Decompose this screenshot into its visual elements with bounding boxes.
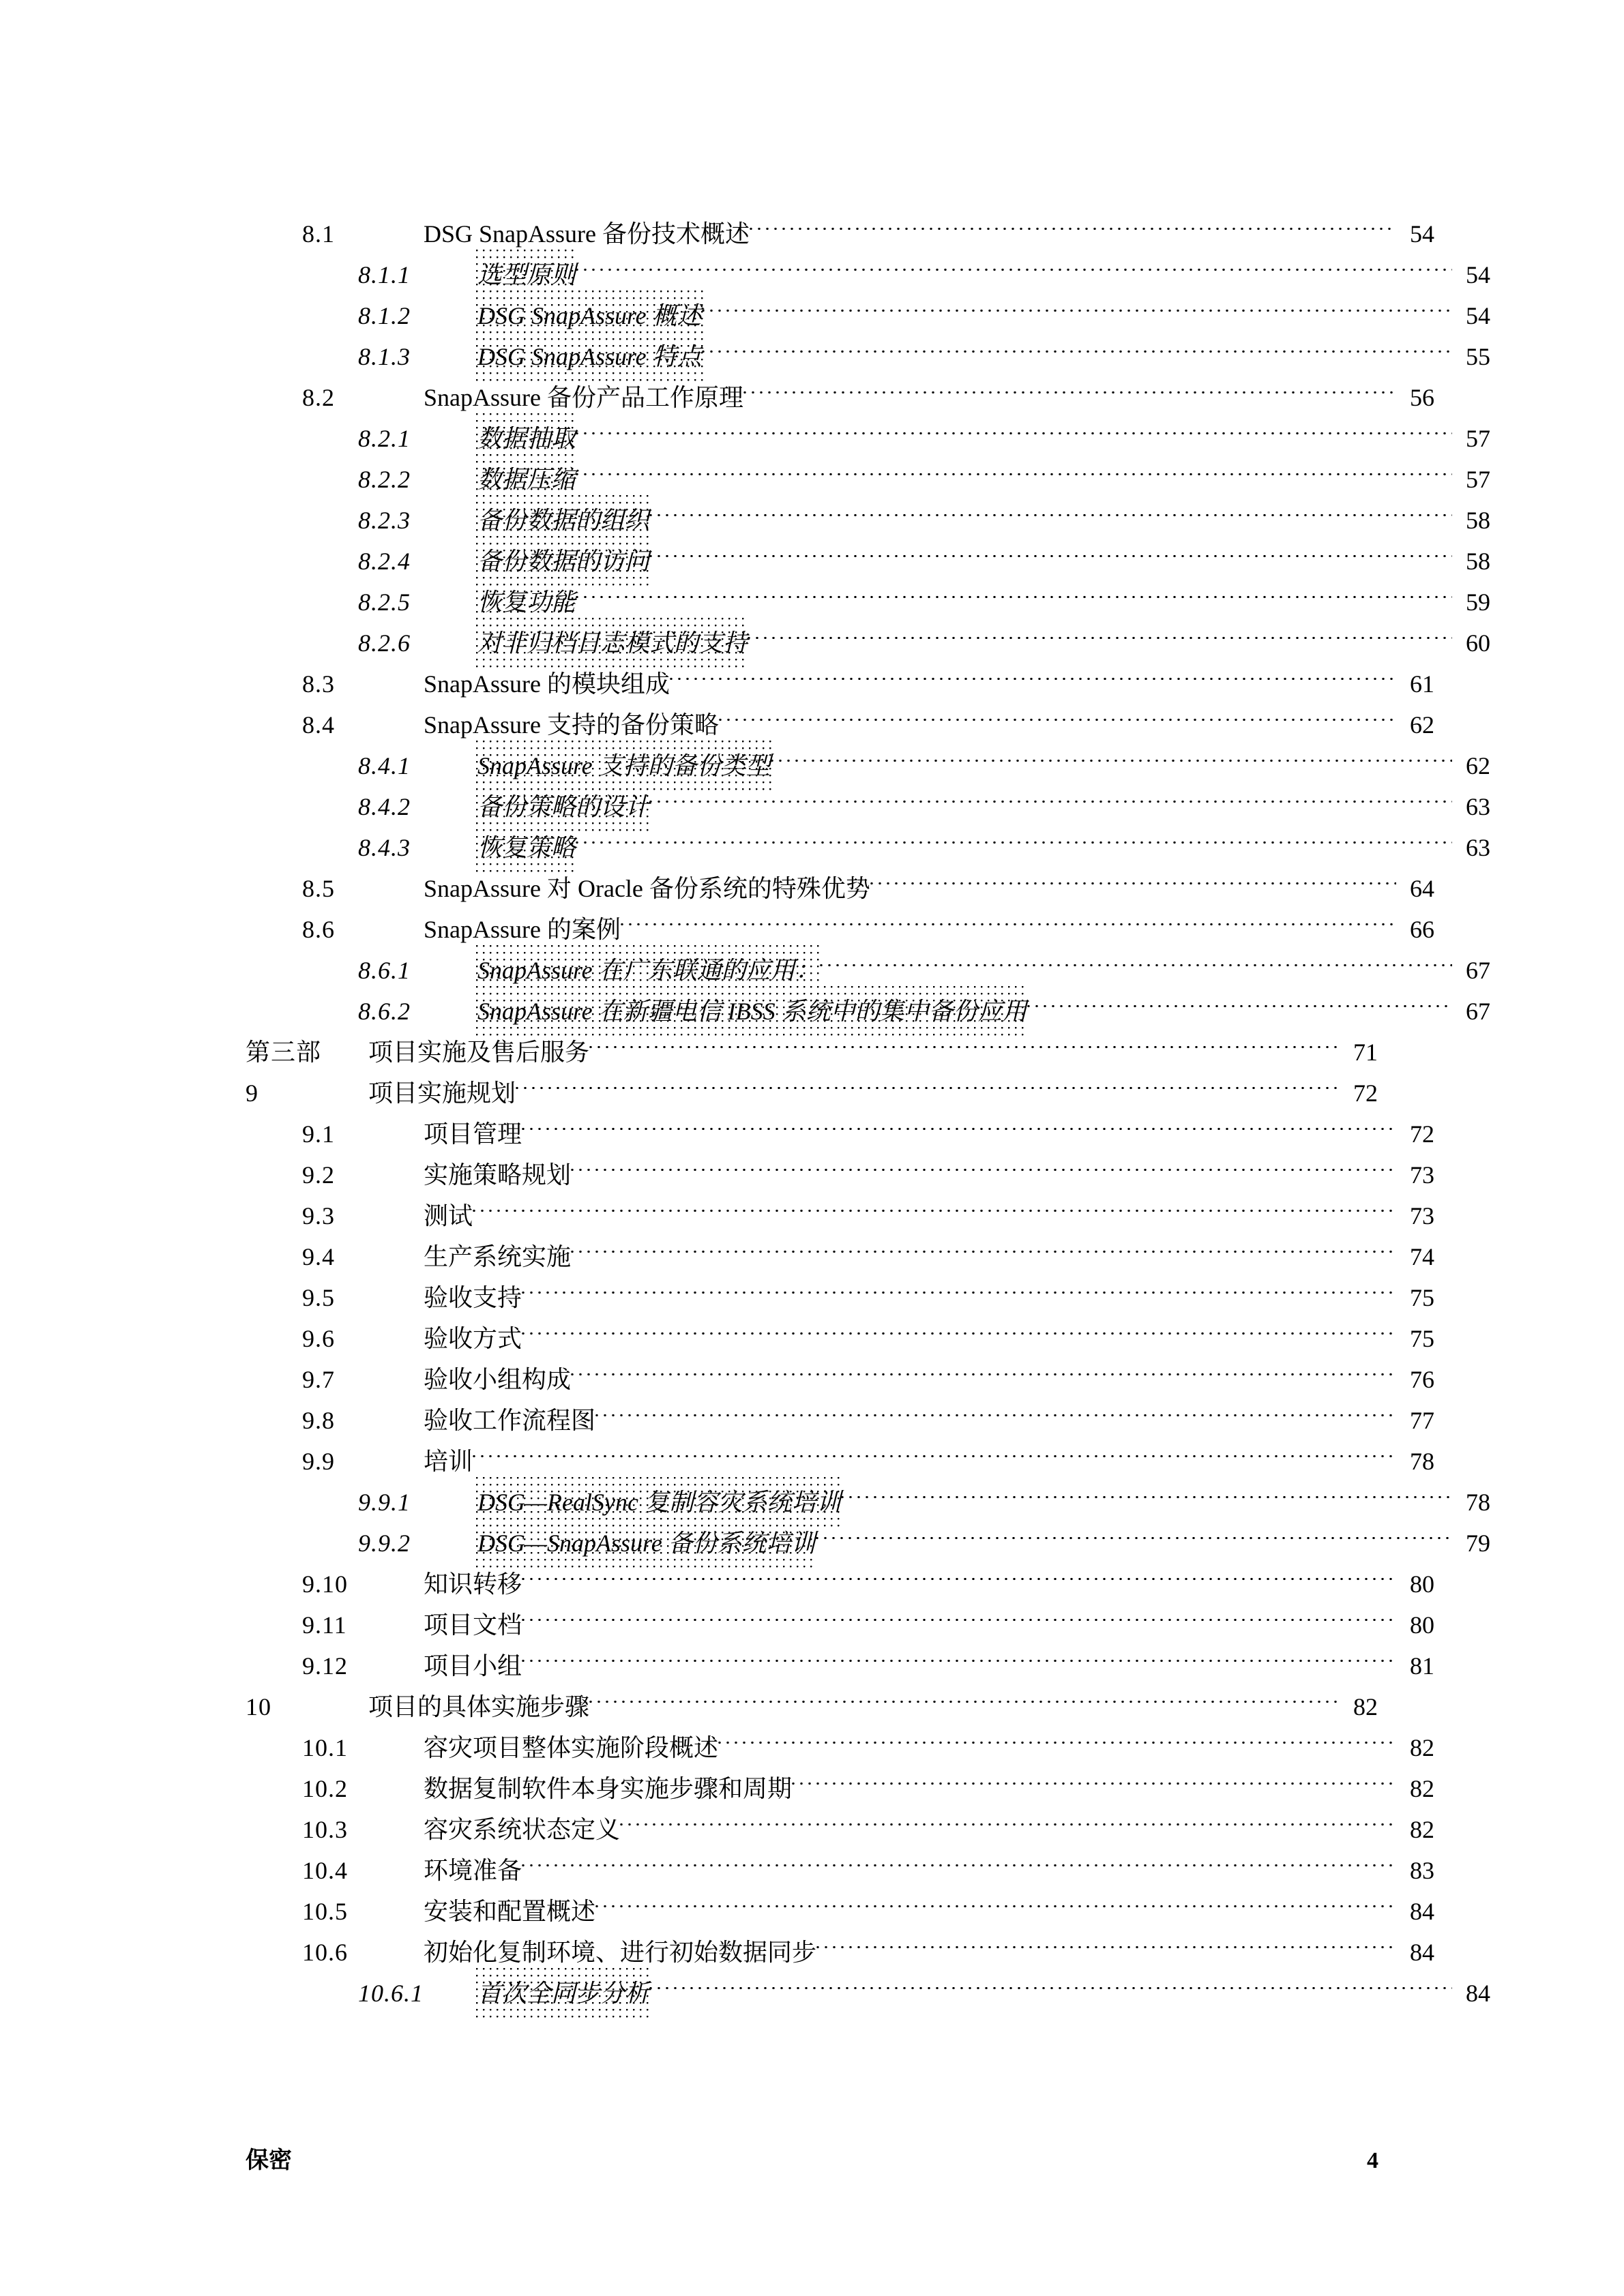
toc-entry-number: 10.1 [302,1734,348,1761]
toc-dot-leader [792,1756,1396,1797]
toc-dot-leader [473,1429,1396,1470]
toc-entry-number: 8.6.2 [358,998,411,1025]
toc-entry-number: 9.12 [302,1652,348,1680]
toc-dot-leader [595,1879,1396,1920]
toc-entry-number: 8.2.5 [358,588,411,616]
toc-entry-number: 8.4.3 [358,834,411,861]
toc-entry-number: 10.3 [302,1816,348,1843]
toc-entry-number: 10.2 [302,1775,348,1802]
toc-dot-leader [820,938,1452,979]
toc-entry-title [477,500,649,541]
toc-dot-leader [473,1183,1396,1224]
toc-dot-leader [522,1592,1396,1633]
toc-entry-page-number: 57 [1466,466,1490,493]
toc-dot-leader [576,242,1452,283]
toc-dot-leader [649,488,1452,528]
toc-entry-page-number: 84 [1410,1939,1434,1966]
toc-entry-page-number: 84 [1410,1898,1434,1925]
toc-entry-number: 8.2.6 [358,629,411,657]
toc-entry-page-number: 54 [1466,261,1490,288]
toc-dot-leader [589,1019,1340,1060]
toc-dot-leader [1027,979,1452,1019]
toc-entry-number: 9.10 [302,1570,348,1598]
toc-entry-number: 8.1.2 [358,302,411,329]
toc-entry-page-number: 63 [1466,793,1490,820]
toc-entry-page-number: 58 [1466,548,1490,575]
toc-entry-title: SnapAssure 对 Oracle 备份系统的特殊优势 [424,875,870,902]
toc-entry-title: 项目文档 [424,1611,522,1639]
toc-entry-number: 8.4 [302,711,335,739]
toc-entry-title: SnapAssure 备份产品工作原理 [424,384,743,411]
toc-entry-number: 8.1.1 [358,261,411,288]
toc-dot-leader [576,815,1452,856]
toc-entry-number: 8.4.2 [358,793,411,820]
toc-dot-leader [748,610,1452,651]
toc-dot-leader [595,1388,1396,1429]
toc-dot-leader [522,1838,1396,1879]
toc-dot-leader [576,569,1452,610]
toc-entry-title: 数据复制软件本身实施步骤和周期 [424,1775,793,1802]
toc-dot-leader [522,1551,1396,1592]
toc-entry-title [477,1482,841,1523]
toc-entry-page-number: 75 [1410,1284,1434,1311]
toc-entry-title-text: 备份数据的访问 [476,536,651,588]
toc-entry-page-number: 77 [1410,1407,1434,1434]
toc-entry-page-number: 62 [1410,711,1434,739]
toc-dot-leader [719,692,1396,733]
toc-dot-leader [870,856,1396,897]
toc-entry-title [477,582,576,623]
toc-entry-page-number: 78 [1410,1448,1434,1475]
toc-entry-title [477,336,702,377]
toc-entry-title: 安装和配置概述 [424,1898,596,1925]
toc-entry-page-number: 72 [1353,1079,1378,1107]
toc-entry-title: 项目实施规划 [368,1079,516,1107]
toc-entry-title-text: 数据压缩 [476,454,577,507]
toc-entry-number: 8.5 [302,875,335,902]
toc-entry-page-number: 84 [1466,1980,1490,2007]
toc-entry-page-number: 73 [1410,1202,1434,1229]
toc-entry-title: 验收方式 [424,1325,522,1352]
toc-entry-page-number: 67 [1466,957,1490,984]
toc-entry-number: 10.5 [302,1898,348,1925]
toc-entry-page-number: 66 [1410,916,1434,943]
toc-entry-title-text: 备份数据的组织 [476,495,651,548]
toc-entry-page-number: 83 [1410,1857,1434,1884]
toc-entry-title-text: DSG—RealSync 复制容灾系统培训 [476,1477,842,1530]
toc-entry-title-text: 备份策略的设计 [476,781,651,834]
toc-entry-number: 9.9.2 [358,1530,411,1557]
toc-entry-title: 生产系统实施 [424,1243,572,1270]
toc-entry-page-number: 71 [1353,1039,1378,1066]
toc-entry-title: 容灾系统状态定义 [424,1816,621,1843]
toc-entry-page-number: 82 [1410,1734,1434,1761]
toc-entry-page-number: 62 [1466,752,1490,779]
toc-entry-title-text: SnapAssure 在新疆电信 IBSS 系统中的集中备份应用 [476,986,1029,1039]
toc-entry-title: SnapAssure 的案例 [424,916,621,943]
toc-entry-title-text: 恢复功能 [476,577,577,629]
toc-entry-title: 培训 [424,1448,473,1475]
toc-dot-leader [516,1060,1340,1101]
toc-entry-page-number: 57 [1466,425,1490,452]
toc-entry-page-number: 61 [1410,670,1434,698]
toc-dot-leader [571,1142,1396,1183]
toc-entry-title: 环境准备 [424,1857,522,1884]
footer-confidentiality-label: 保密 [246,2147,292,2173]
toc-entry-number: 9.5 [302,1284,335,1311]
toc-dot-leader [589,1674,1340,1715]
toc-dot-leader [522,1633,1396,1674]
toc-entry-number: 第三部 [246,1039,322,1066]
page-footer [246,2141,1378,2175]
toc-entry-title [477,418,576,459]
toc-entry-title-text: 选型原则 [476,250,577,302]
toc-dot-leader [620,1797,1396,1838]
toc-entry-title-text: 数据抽取 [476,413,577,466]
toc-dot-leader [816,1920,1396,1960]
toc-entry-title: SnapAssure 的模块组成 [424,670,670,698]
toc-entry-title: 验收工作流程图 [424,1407,596,1434]
toc-entry-number: 9.6 [302,1325,335,1352]
toc-entry-title: 项目实施及售后服务 [368,1039,590,1066]
toc-dot-leader [621,897,1396,938]
toc-entry-page-number: 82 [1353,1693,1378,1720]
toc-entry-number: 9.11 [302,1611,347,1639]
toc-entry-title [477,254,576,295]
toc-entry-page-number: 80 [1410,1570,1434,1598]
toc-entry-page-number: 64 [1410,875,1434,902]
toc-entry-title: 项目的具体实施步骤 [368,1693,590,1720]
toc-dot-leader [649,528,1452,569]
toc-dot-leader [522,1306,1396,1347]
toc-entry-number: 9.9 [302,1448,335,1475]
toc-entry-page-number: 82 [1410,1775,1434,1802]
toc-entry-number: 8.6 [302,916,335,943]
toc-dot-leader [750,201,1396,242]
toc-entry-title: 知识转移 [424,1570,522,1598]
toc-entry-title-text: DSG SnapAssure 特点 [476,331,703,384]
toc-entry-number: 10.6 [302,1939,348,1966]
toc-entry-title: 验收支持 [424,1284,522,1311]
toc-entry-title [477,1973,649,2014]
toc-entry-number: 10.6.1 [358,1980,424,2007]
toc-entry-page-number: 55 [1466,343,1490,370]
toc-entry-number: 9.9.1 [358,1489,411,1516]
toc-entry-title-text: SnapAssure 在广东联通的应用： [476,945,821,998]
toc-entry-title: 测试 [424,1202,473,1229]
table-of-contents [246,201,1490,2007]
toc-dot-leader [522,1101,1396,1142]
toc-entry-number: 8.2.3 [358,507,411,534]
footer-page-number: 4 [1367,2148,1378,2173]
toc-entry-page-number: 54 [1410,220,1434,248]
toc-entry-page-number: 56 [1410,384,1434,411]
toc-dot-leader [771,733,1452,774]
toc-entry-number: 10.4 [302,1857,348,1884]
toc-entry-number: 8.1 [302,220,335,248]
toc-entry-page-number: 73 [1410,1161,1434,1189]
toc-entry-page-number: 72 [1410,1120,1434,1148]
toc-entry-number: 9.2 [302,1161,335,1189]
toc-entry-number: 8.4.1 [358,752,411,779]
toc-entry-number: 8.6.1 [358,957,411,984]
toc-entry-number: 8.2.1 [358,425,411,452]
toc-dot-leader [571,1224,1396,1265]
toc-entry-page-number: 67 [1466,998,1490,1025]
toc-dot-leader [649,1960,1452,2001]
toc-entry-title-text: DSG SnapAssure 概述 [476,290,703,343]
toc-entry-page-number: 54 [1466,302,1490,329]
toc-dot-leader [649,774,1452,815]
toc-entry-title: 容灾项目整体实施阶段概述 [424,1734,719,1761]
toc-entry-title-text: 首次全同步分析 [476,1968,651,2021]
toc-dot-leader [702,324,1452,365]
toc-entry-title [477,459,576,500]
toc-entry-page-number: 79 [1466,1530,1490,1557]
toc-entry-page-number: 60 [1466,629,1490,657]
toc-entry-title: 项目小组 [424,1652,522,1680]
toc-entry-title-text: 对非归档日志模式的支持 [476,618,749,670]
toc-dot-leader [522,1265,1396,1306]
toc-entry-title: 实施策略规划 [424,1161,572,1189]
toc-entry-title [477,295,702,336]
toc-dot-leader [718,1715,1396,1756]
toc-entry-title: SnapAssure 支持的备份策略 [424,711,719,739]
toc-entry-page-number: 63 [1466,834,1490,861]
toc-dot-leader [702,283,1452,324]
toc-entry-page-number: 58 [1466,507,1490,534]
toc-entry-title: 项目管理 [424,1120,522,1148]
toc-entry-number: 9.3 [302,1202,335,1229]
toc-dot-leader [576,447,1452,488]
toc-entry-page-number: 81 [1410,1652,1434,1680]
toc-entry-page-number: 74 [1410,1243,1434,1270]
toc-entry[interactable] [246,201,1434,248]
toc-entry-title-text: DSG—SnapAssure 备份系统培训 [476,1518,817,1570]
toc-entry-page-number: 76 [1410,1366,1434,1393]
toc-entry-number: 10 [246,1693,271,1720]
toc-entry-title [477,827,576,868]
toc-entry-page-number: 80 [1410,1611,1434,1639]
toc-entry-number: 9 [246,1079,259,1107]
toc-dot-leader [576,406,1452,447]
toc-entry-title: 验收小组构成 [424,1366,572,1393]
toc-entry-number: 9.7 [302,1366,335,1393]
toc-dot-leader [816,1510,1452,1551]
toc-entry-title-text: 恢复策略 [476,822,577,875]
toc-entry-number: 9.1 [302,1120,335,1148]
toc-entry-number: 9.4 [302,1243,335,1270]
toc-entry-page-number: 82 [1410,1816,1434,1843]
toc-dot-leader [571,1347,1396,1388]
toc-dot-leader [670,651,1396,692]
toc-dot-leader [841,1470,1452,1510]
toc-entry-title [477,950,820,991]
toc-entry-number: 8.2.4 [358,548,411,575]
toc-entry-page-number: 78 [1466,1489,1490,1516]
toc-dot-leader [743,365,1396,406]
toc-entry-page-number: 59 [1466,588,1490,616]
toc-entry-number: 8.1.3 [358,343,411,370]
toc-entry-title: 初始化复制环境、进行初始数据同步 [424,1939,817,1966]
toc-entry-number: 8.3 [302,670,335,698]
toc-entry-page-number: 75 [1410,1325,1434,1352]
toc-entry-title: DSG SnapAssure 备份技术概述 [424,220,750,248]
toc-entry-title-text: SnapAssure 支持的备份类型 [476,741,772,793]
toc-entry-number: 8.2 [302,384,335,411]
toc-entry-number: 9.8 [302,1407,335,1434]
toc-entry-number: 8.2.2 [358,466,411,493]
